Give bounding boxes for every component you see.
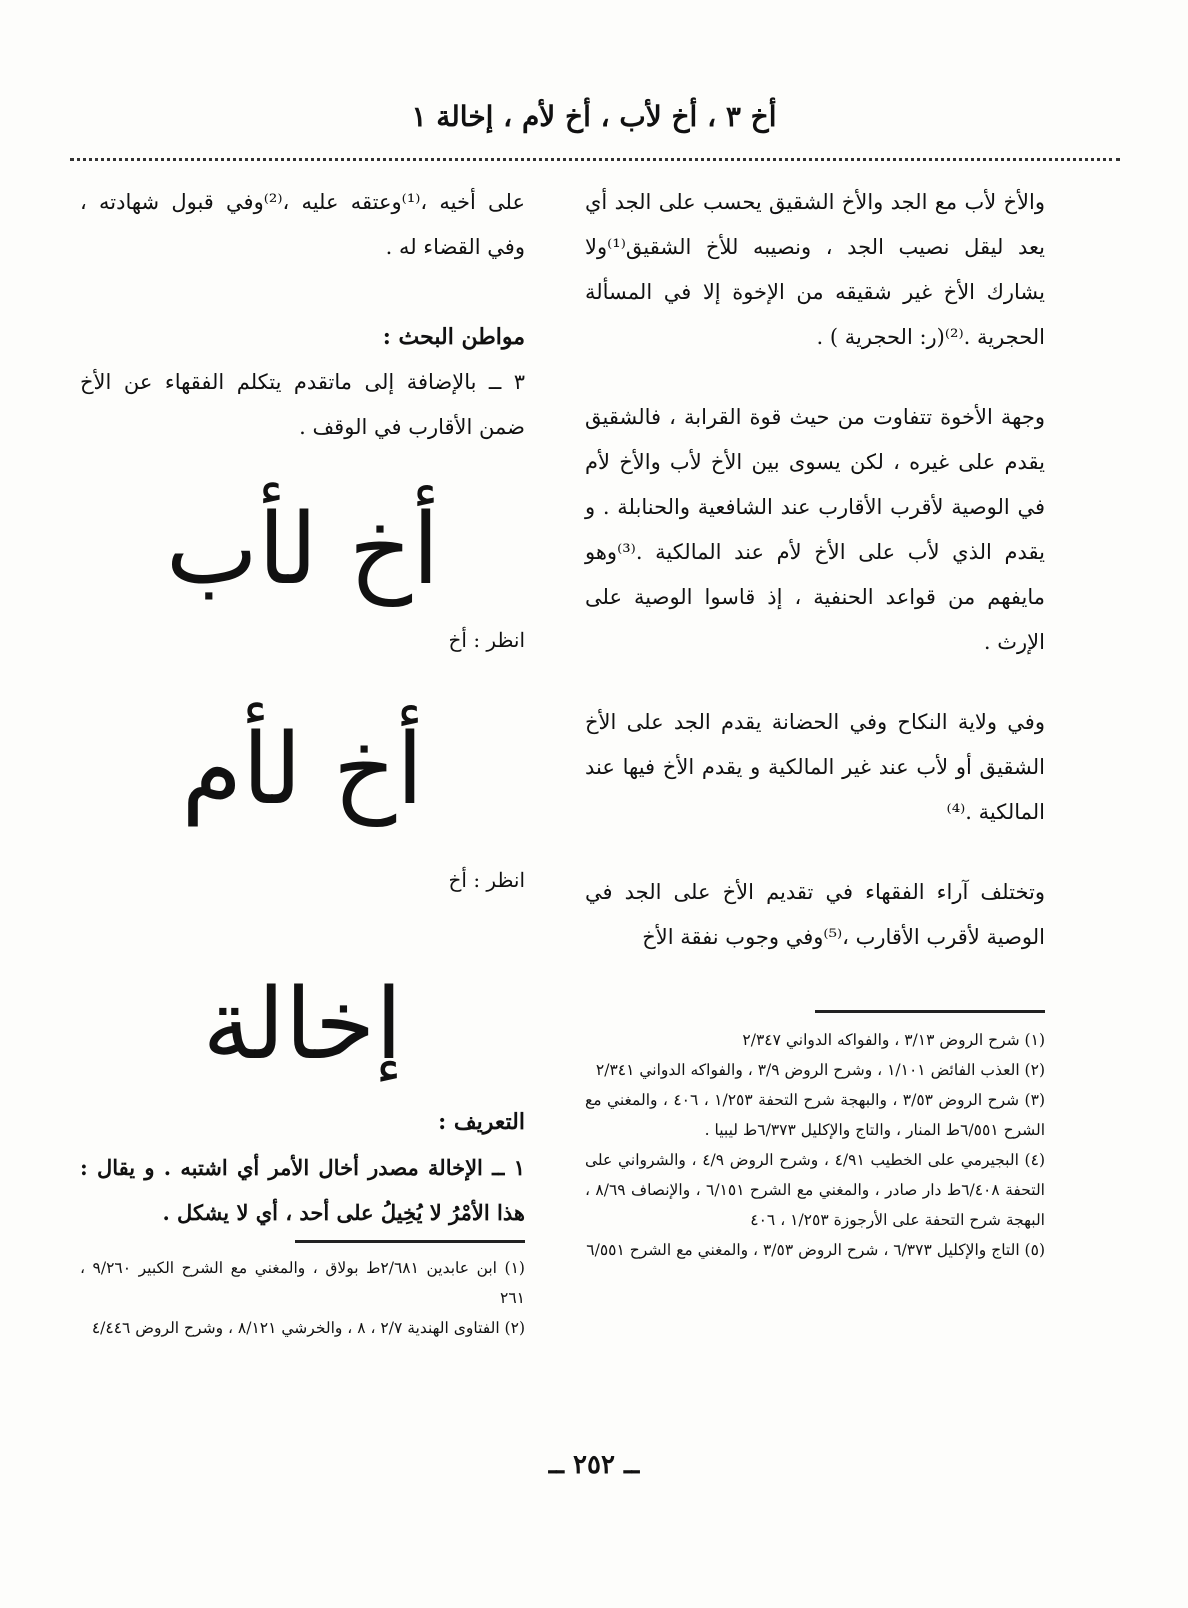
paragraph-2: وجهة الأخوة تتفاوت من حيث قوة القرابة ، فالشقيق يقدم على غيره ، لكن يسوى بين الأخ لأب والأخ لأم في الوصية لأقرب الأقارب عند الشافعية والحنابلة . و يقدم الذي لأب على الأخ لأم عند المالكية .⁽³⁾وهو مايفهم من قواعد الحنفية ، إذ قاسوا الوصية على الإرث . [585,405,1045,654]
header-divider [70,158,1120,161]
research-heading: مواطن البحث : [382,324,525,350]
paragraph-4: وتختلف آراء الفقهاء في تقديم الأخ على الجد في الوصية لأقرب الأقارب ،⁽⁵⁾وفي وجوب نفقة الأخ [585,880,1045,949]
page-header: أخ ٣ ، أخ لأب ، أخ لأم ، إخالة ١ [411,100,777,133]
footnote-2: (٢) الفتاوى الهندية ٢/٧ ، ٨ ، والخرشي ٨/١٢١ ، وشرح الروض ٤/٤٤٦ [91,1319,525,1337]
footnote-2: (٢) العذب الفائض ١/١٠١ ، وشرح الروض ٣/٩ ، والفواكه الدواني ٢/٣٤١ [595,1061,1045,1079]
paragraph-3: وفي ولاية النكاح وفي الحضانة يقدم الجد على الأخ الشقيق أو لأب عند غير المالكية و يقدم الأخ فيها عند المالكية .⁽⁴⁾ [585,710,1045,824]
research-text: ٣ ــ بالإضافة إلى ماتقدم يتكلم الفقهاء عن الأخ ضمن الأقارب في الوقف . [80,370,525,439]
definition-text: ١ ــ الإخالة مصدر أخال الأمر أي اشتبه . و يقال : هذا الأمْرُ لا يُخِيلُ على أحد ، أي لا يشكل . [80,1155,525,1225]
footnote-3: (٣) شرح الروض ٣/٥٣ ، والبهجة شرح التحفة ١/٢٥٣ ، ٤٠٦ ، والمغني مع الشرح ٦/٥٥١ط المنار ، والتاج والإكليل ٦/٣٧٣ط ليبيا . [585,1091,1045,1139]
footnote-4: (٤) البجيرمي على الخطيب ٤/٩١ ، وشرح الروض ٤/٩ ، والشرواني على التحفة ٦/٤٠٨ط دار صادر ، والمغني مع الشرح ٦/١٥١ ، والإنصاف ٨/٦٩ ، البهجة شرح التحفة على الأرجوزة ١/٢٥٣ ، ٤٠٦ [585,1151,1045,1229]
page-number: ــ ٢٥٢ ــ [548,1450,640,1480]
definition-heading: التعريف : [438,1109,525,1135]
entry-title-ikhala: إخالة [202,968,403,1082]
continuation-text: على أخيه ،⁽¹⁾وعتقه عليه ،⁽²⁾وفي قبول شهادته ، وفي القضاء له . [80,190,525,259]
cross-reference-2: انظر : أخ [448,868,525,892]
footnote-1: (١) شرح الروض ٣/١٣ ، والفواكه الدواني ٢/٣٤٧ [742,1031,1045,1049]
entry-title-akh-li-um: أخ لأم [181,713,424,827]
left-column [80,180,525,1343]
paragraph-1: والأخ لأب مع الجد والأخ الشقيق يحسب على الجد أي يعد ليقل نصيب الجد ، ونصيبه للأخ الشقيق⁽¹⁾ولا يشارك الأخ غير شقيقه من الإخوة إلا في المسألة الحجرية .⁽²⁾(ر: الحجرية ) . [585,190,1045,349]
entry-title-akh-li-ab: أخ لأب [165,493,440,607]
footnote-5: (٥) التاج والإكليل ٦/٣٧٣ ، شرح الروض ٣/٥٣ ، والمغني مع الشرح ٦/٥٥١ [586,1241,1045,1259]
footnote-1: (١) ابن عابدين ٢/٦٨١ط بولاق ، والمغني مع الشرح الكبير ٩/٢٦٠ ، ٢٦١ [80,1259,525,1307]
cross-reference-1: انظر : أخ [448,628,525,652]
right-column [585,180,1045,1265]
